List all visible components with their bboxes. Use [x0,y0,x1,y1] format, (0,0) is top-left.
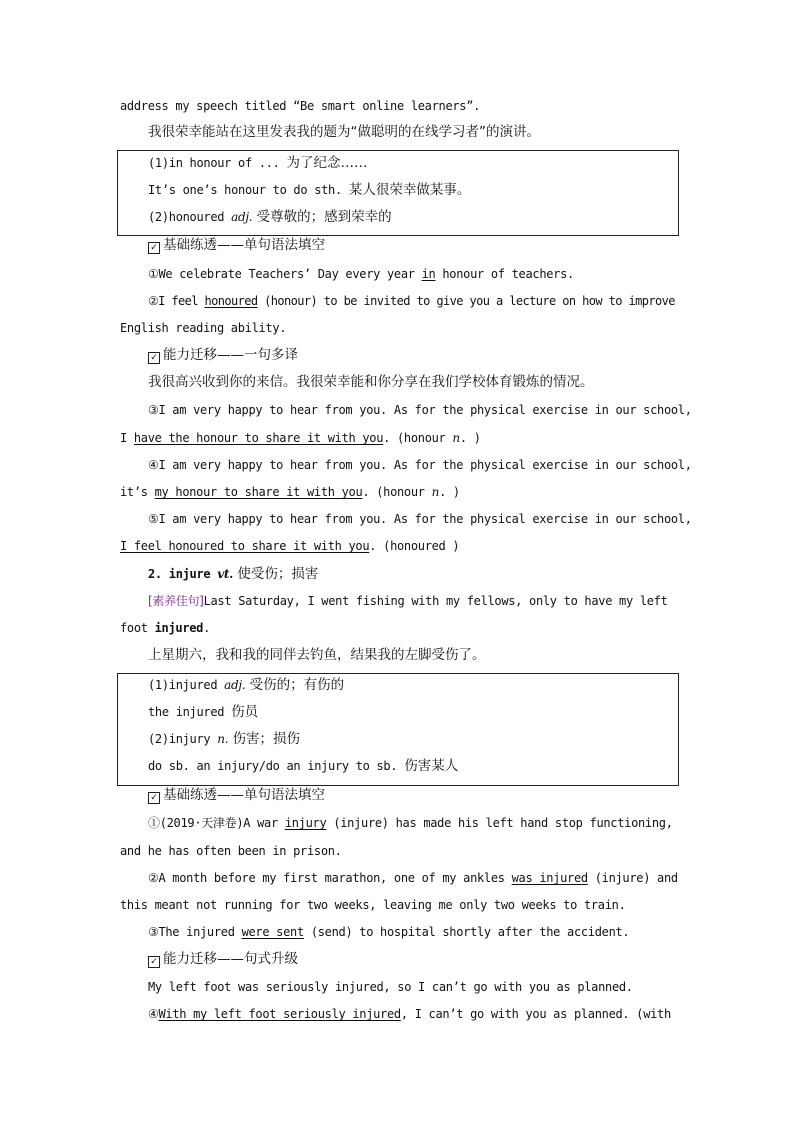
box-line: It’s one’s honour to do sth. 某人很荣幸做某事。 [148,182,471,198]
quote-line: foot injured. [120,621,211,635]
exercise-line: I feel honoured to share it with you. (honoured ) [120,539,460,553]
exercise-line: English reading ability. [120,321,287,335]
section-heading: ✓ 能力迁移——句式升级 [148,951,678,967]
exercise-line: ④I am very happy to hear from you. As for the physical exercise in our school, [148,458,692,472]
exercise-line: ③The injured were sent (send) to hospital shortly after the accident. [148,925,630,939]
exercise-line: ①We celebrate Teachers’ Day every year in honour of teachers. [148,267,574,281]
exercise-line: ②I feel honoured (honour) to be invited to give you a lecture on how to improve [148,294,675,308]
box-line: (2)injury n. 伤害；损伤 [148,731,300,747]
exercise-line: this meant not running for two weeks, leaving me only two weeks to train. [120,898,626,912]
box-line: (1)in honour of ... 为了纪念…… [148,155,368,171]
exercise-line: ③I am very happy to hear from you. As for the physical exercise in our school, [148,403,692,417]
exercise-line: ④With my left foot seriously injured, I can’t go with you as planned. (with [148,1007,671,1021]
exercise-line: ⑤I am very happy to hear from you. As for the physical exercise in our school, [148,512,692,526]
checkbox-icon: ✓ [148,352,160,364]
checkbox-icon: ✓ [148,956,160,968]
text-line: 我很荣幸能站在这里发表我的题为“做聪明的在线学习者”的演讲。 [148,124,540,140]
exercise-line: it’s my honour to share it with you. (honour n. ) [120,485,460,499]
exercise-line: and he has often been in prison. [120,844,342,858]
word-heading: 2. injure vt. 使受伤；损害 [148,566,319,582]
checkbox-icon: ✓ [148,792,160,804]
box-line: do sb. an injury/do an injury to sb. 伤害某人 [148,758,459,774]
quote-line: [素养佳句]Last Saturday, I went fishing with my fellows, only to have my left [148,594,668,608]
exercise-line: ②A month before my first marathon, one of my ankles was injured (injure) and [148,871,678,885]
checkbox-icon: ✓ [148,242,160,254]
section-heading: ✓ 基础练透——单句语法填空 [148,787,678,803]
exercise-line: My left foot was seriously injured, so I can’t go with you as planned. [148,980,633,994]
text-line: 上星期六，我和我的同伴去钓鱼，结果我的左脚受伤了。 [148,647,486,663]
text-line: address my speech titled “Be smart online learners”. [120,99,481,113]
section-heading: ✓ 能力迁移——一句多译 [148,347,678,363]
text-line: 我很高兴收到你的来信。我很荣幸能和你分享在我们学校体育锻炼的情况。 [148,374,594,390]
box-line: (2)honoured adj. 受尊敬的；感到荣幸的 [148,209,392,225]
section-heading: ✓ 基础练透——单句语法填空 [148,237,678,253]
exercise-line: I have the honour to share it with you. (honour n. ) [120,431,481,445]
box-line: the injured 伤员 [148,704,259,720]
exercise-line: ①(2019·天津卷)A war injury (injure) has made his left hand stop functioning, [148,816,673,830]
box-line: (1)injured adj. 受伤的；有伤的 [148,677,345,693]
